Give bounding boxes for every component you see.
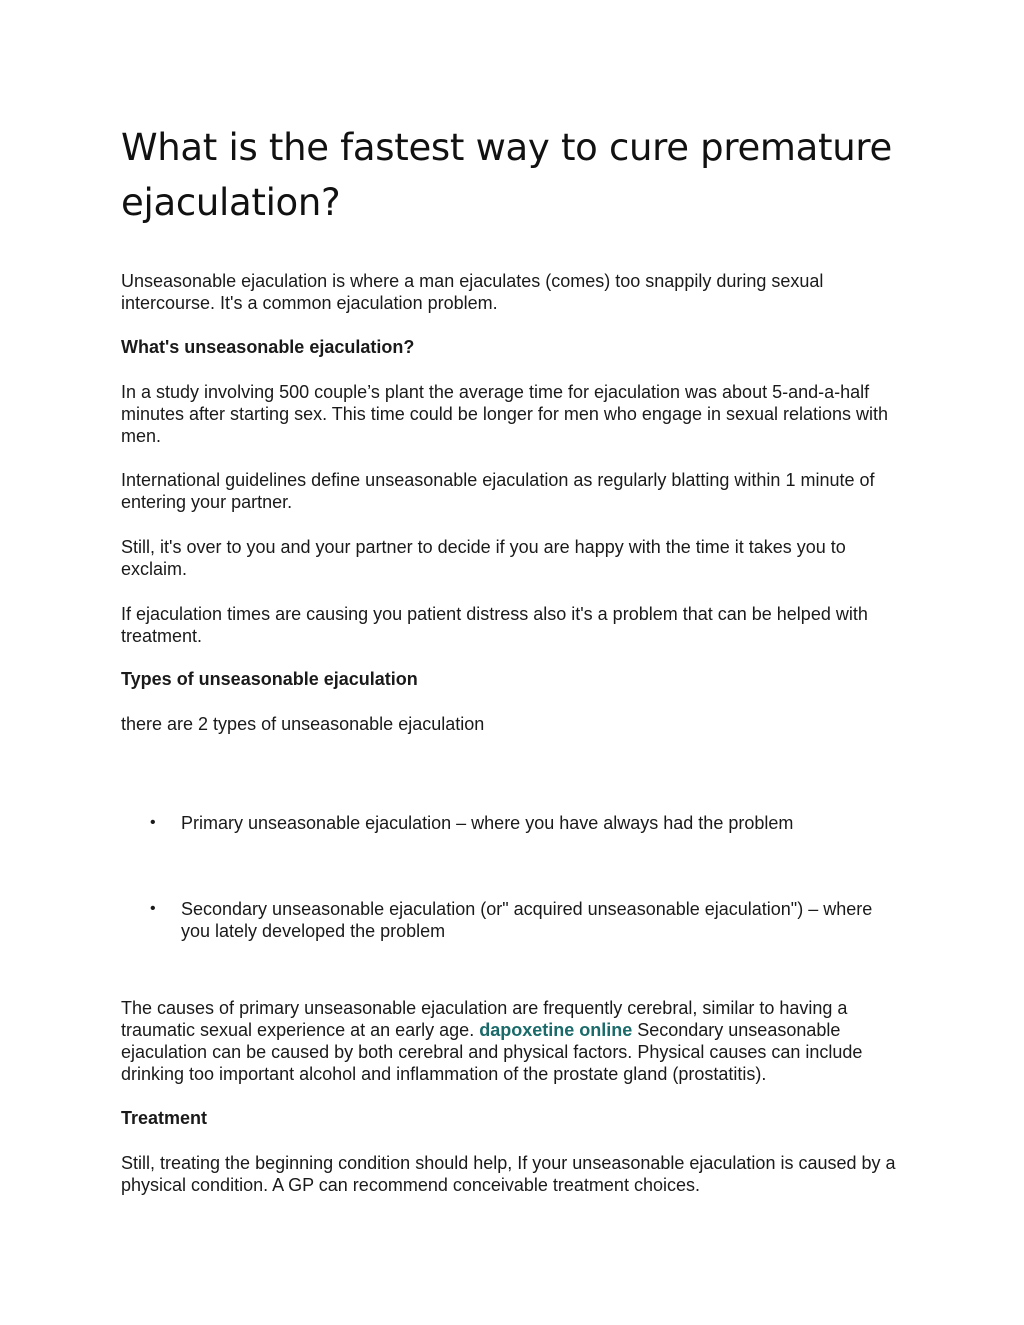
causes-text-before: The causes of primary unseasonable ejaculation are frequently cerebral, similar to having a traumatic sexual experience at an early age. — [121, 998, 848, 1040]
list-item-primary: Primary unseasonable ejaculation – where you have always had the problem — [181, 813, 794, 833]
section-heading-treatment: Treatment — [121, 1108, 208, 1128]
distress-paragraph: If ejaculation times are causing you patient distress also it's a problem that can be helped with treatment. — [121, 604, 868, 646]
causes-text-after: Secondary unseasonable ejaculation can be caused by both cerebral and physical factors. Physical causes can include drinking too important alcohol and inflammation of the prostate gland (prostatitis). — [121, 1020, 863, 1084]
dapoxetine-online-link[interactable]: dapoxetine online — [479, 1020, 633, 1040]
list-item-secondary: Secondary unseasonable ejaculation (or" acquired unseasonable ejaculation") – where you lately developed the problem — [181, 899, 873, 941]
page-title: What is the fastest way to cure premature ejaculation? — [121, 126, 892, 224]
guidelines-paragraph: International guidelines define unseasonable ejaculation as regularly blatting within 1 minute of entering your partner. — [121, 470, 875, 512]
types-intro-paragraph: there are 2 types of unseasonable ejaculation — [121, 714, 485, 734]
intro-paragraph: Unseasonable ejaculation is where a man ejaculates (comes) too snappily during sexual intercourse. It's a common ejaculation problem. — [121, 271, 824, 313]
bullet-icon: • — [150, 900, 156, 917]
section-heading-types: Types of unseasonable ejaculation — [121, 669, 418, 689]
bullet-icon: • — [150, 814, 156, 831]
partner-paragraph: Still, it's over to you and your partner to decide if you are happy with the time it takes you to exclaim. — [121, 537, 846, 579]
causes-paragraph — [121, 997, 911, 1085]
study-paragraph: In a study involving 500 couple’s plant the average time for ejaculation was about 5-and-a-half minutes after starting sex. This time could be longer for men who engage in sexual relations with men. — [121, 382, 889, 446]
treatment-paragraph: Still, treating the beginning condition should help, If your unseasonable ejaculation is caused by a physical condition. A GP can recommend conceivable treatment choices. — [121, 1153, 896, 1195]
section-heading-what: What's unseasonable ejaculation? — [121, 337, 415, 357]
